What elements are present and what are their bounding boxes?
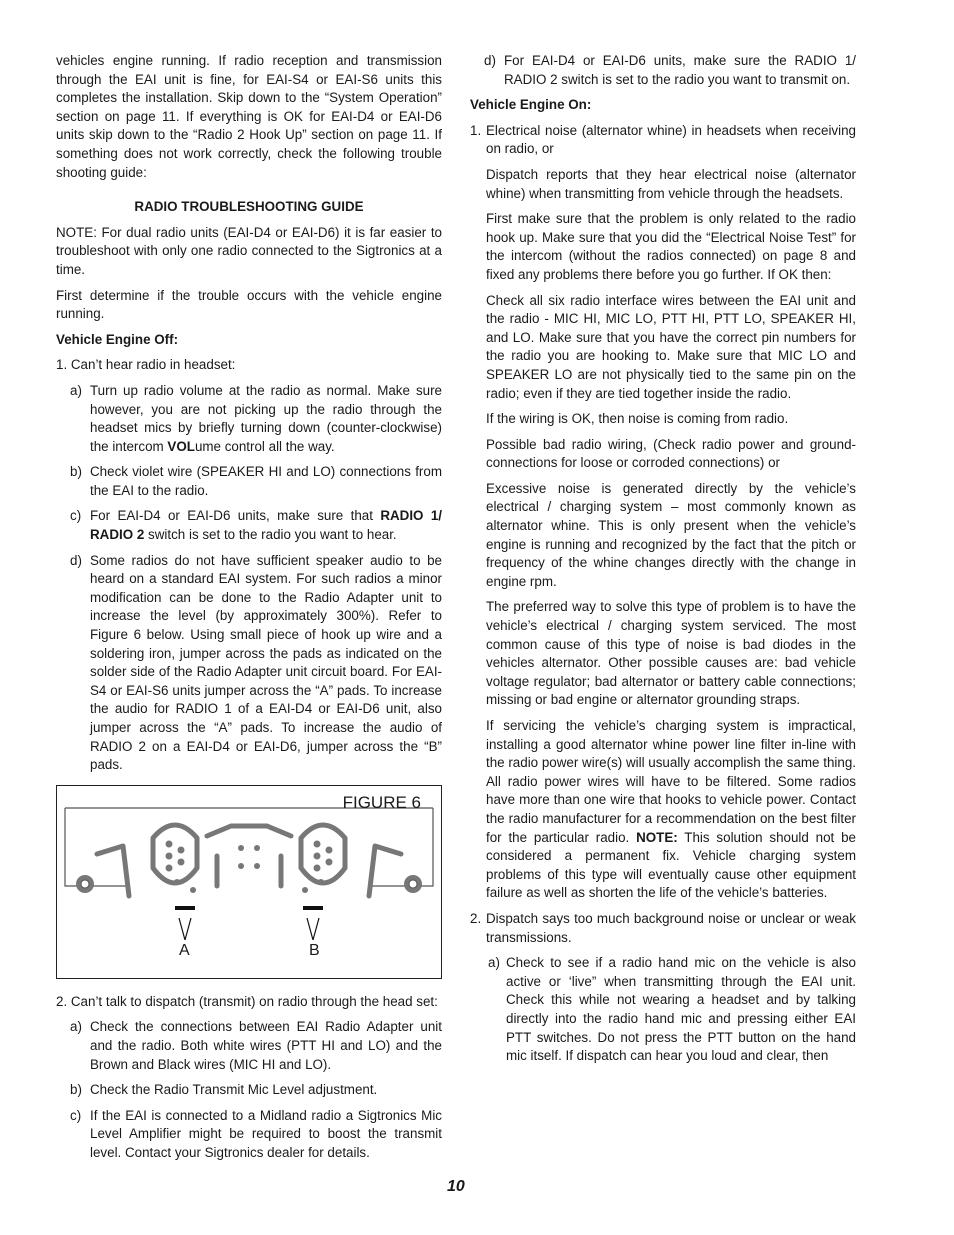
item-label: a) xyxy=(70,382,82,398)
bold-part: NOTE: xyxy=(636,829,678,845)
item-label: a) xyxy=(488,955,500,971)
item-1-heading: 1. Can’t hear radio in headset: xyxy=(56,357,236,373)
item-label: a) xyxy=(70,1019,82,1035)
item-text: Check the connections between EAI Radio Adapter unit and the radio. Both white wires (PTT HI and LO) and the Brown and Black wires (MIC HI and LO). xyxy=(90,1019,442,1072)
item-text: Some radios do not have sufficient speaker audio to be heard on a standard EAI system. For such radios a minor modification can be done to the Radio Adapter unit to increase the level (by approximately 300%). Refer to Figure 6 below. Using small piece of hook up wire and a soldering iron, jumper across the pads as indicated on the solder side of the Radio Adapter unit circuit board. For EAI-S4 or EAI-S6 units jumper across the “A” pads. To increase the audio for RADIO 1 of a EAI-D4 or EAI-D6 unit, also jumper across the “A” pads. To increase the audio of RADIO 2 on a EAI-D4 or EAI-D6, jumper across the “B” pads. xyxy=(90,552,442,773)
circuit-board-drawing xyxy=(57,786,441,978)
item-2-body xyxy=(486,954,856,1066)
intro-paragraph: vehicles engine running. If radio reception and transmission through the EAI unit is fine, for EAI-S4 or EAI-S6 units this completes the installation. Skip down to the “System Operation” section on page 11. If everything is OK for EAI-D4 or EAI-D6 units skip down to the “Radio 2 Hook Up” section on page 11. If something does not work correctly, check the following trouble shooting guide: xyxy=(56,53,442,180)
item-2a xyxy=(56,1018,442,1074)
item-text: Dispatch says too much background noise or unclear or weak transmissions. xyxy=(486,910,856,945)
engine-off-heading: Vehicle Engine Off: xyxy=(56,331,179,347)
item-label: b) xyxy=(70,1082,82,1098)
text-part: For EAI-D4 or EAI-D6 units, make sure that xyxy=(90,508,381,524)
arrow-a xyxy=(179,918,191,940)
item-1b xyxy=(56,463,442,500)
right-column xyxy=(470,52,856,1073)
trace-top xyxy=(207,826,291,836)
trace-right xyxy=(369,846,401,896)
paragraph: Excessive noise is generated directly by the vehicle’s electrical / charging system – most commonly known as alternator whine. This is only present when the vehicle’s engine is running and recognized by the fact that the pitch or frequency of the whine changes directly with the change in engine rpm. xyxy=(486,480,856,589)
bold-part: RADIO 1/ RADIO 2 xyxy=(90,508,442,543)
trace-left-loop xyxy=(153,825,197,883)
item-label: d) xyxy=(70,552,82,568)
figure-6 xyxy=(56,785,442,979)
item-label: c) xyxy=(70,508,82,524)
arrow-b xyxy=(307,918,319,940)
item-text: Check to see if a radio hand mic on the vehicle is also active or ‘live” when transmitting through the EAI unit. Check this while not wearing a headset and by talking directly into the radio hand mic and pressing either EAI PTT switches. Do not press the PTT button on the hand mic itself. If dispatch can hear you loud and clear, then xyxy=(506,955,856,1064)
item-label: b) xyxy=(70,464,82,480)
left-column xyxy=(56,52,442,1170)
bold-part: VOL xyxy=(167,438,195,454)
item-text xyxy=(90,507,442,544)
engine-on-item-1 xyxy=(470,122,856,159)
figure-label-b: B xyxy=(309,941,320,959)
paragraph: Check all six radio interface wires between the EAI unit and the radio - MIC HI, MIC LO, PTT HI, PTT LO, SPEAKER HI, and LO. Make sure that you have the correct pin numbers for the radio you are hooking to. Make sure that MIC LO and SPEAKER LO are not physically tied to the same pin on the radio; even if they are tied together inside the radio. xyxy=(486,292,856,401)
paragraph: First make sure that the problem is only related to the radio hook up. Make sure that you did the “Electrical Noise Test” for the intercom (without the radios connected) on page 8 and fixed any problems there before you go further. If OK then: xyxy=(486,211,856,282)
item-text: Check violet wire (SPEAKER HI and LO) connections from the EAI to the radio. xyxy=(90,464,442,498)
item-text: Check the Radio Transmit Mic Level adjustment. xyxy=(90,1082,378,1098)
text-part: switch is set to the radio you want to hear. xyxy=(144,527,397,543)
item-1a xyxy=(56,382,442,456)
text-part: ume control all the way. xyxy=(194,438,335,454)
section-heading: RADIO TROUBLESHOOTING GUIDE xyxy=(134,199,364,215)
item-2c xyxy=(56,1107,442,1163)
figure-title: FIGURE 6 xyxy=(342,792,421,812)
item-text: Electrical noise (alternator whine) in headsets when receiving on radio, or xyxy=(486,122,856,157)
page-number: 10 xyxy=(447,1178,465,1195)
paragraph xyxy=(486,717,856,903)
item-text: If the EAI is connected to a Midland radio a Sigtronics Mic Level Amplifier might be required to boost the transmit level. Contact your Sigtronics dealer for details. xyxy=(90,1107,442,1160)
item-2-heading: 2. Can’t talk to dispatch (transmit) on radio through the head set: xyxy=(56,993,438,1009)
paragraph: Dispatch reports that they hear electrical noise (alternator whine) when transmitting from vehicle through the headsets. xyxy=(486,166,856,201)
trace-left xyxy=(97,846,129,896)
item-label: 1. xyxy=(470,122,482,138)
item-2a-right xyxy=(486,954,856,1066)
engine-on-heading: Vehicle Engine On: xyxy=(470,97,592,113)
text-part: This solution should not be considered a permanent fix. Vehicle charging system problems of this type will eventually cause other equipment failure as well as shorten the life of the vehicle’s batteries. xyxy=(486,829,856,901)
text-part: If servicing the vehicle’s charging system is impractical, installing a good alternator whine power line filter in-line with the radio power wire(s) will usually accomplish the same thing. All radio power wires will have to be filtered. Some radios have more than one wire that hooks to vehicle power. Contact the radio manufacturer for a recommendation on the best filter for the particular radio. xyxy=(486,718,856,845)
item-1c xyxy=(56,507,442,544)
figure-label-a: A xyxy=(179,941,190,959)
item-2b xyxy=(56,1081,442,1100)
item-label: d) xyxy=(484,53,496,68)
paragraph: Possible bad radio wiring, (Check radio power and ground-connections for loose or corroded connections) or xyxy=(486,436,856,471)
paragraph: If the wiring is OK, then noise is coming from radio. xyxy=(486,411,789,427)
item-1-body xyxy=(486,166,856,903)
text-part: Turn up radio volume at the radio as normal. Make sure however, you are not picking up the radio through the headset mics by briefly turning down (counter-clockwise) the intercom xyxy=(90,382,442,454)
trace-right-loop xyxy=(301,825,345,883)
item-1d xyxy=(56,552,442,775)
item-label: 2. xyxy=(470,910,482,926)
item-label: c) xyxy=(70,1107,82,1123)
paragraph: The preferred way to solve this type of problem is to have the vehicle’s electrical / charging system serviced. The most common cause of this type of noise is bad diodes in the vehicles alternator. Other possible causes are: bad vehicle voltage regulator; bad alternator or battery cable connections; missing or bad engine or alternator grounding straps. xyxy=(486,599,856,708)
item-text xyxy=(90,382,442,456)
first-determine-paragraph: First determine if the trouble occurs with the vehicle engine running. xyxy=(56,287,442,322)
item-2d xyxy=(470,52,856,89)
engine-on-item-2 xyxy=(470,910,856,947)
note-paragraph: NOTE: For dual radio units (EAI-D4 or EAI-D6) it is far easier to troubleshoot with only one radio connected to the Sigtronics at a time. xyxy=(56,224,442,277)
item-text: For EAI-D4 or EAI-D6 units, make sure the RADIO 1/ RADIO 2 switch is set to the radio you want to transmit on. xyxy=(504,53,856,87)
